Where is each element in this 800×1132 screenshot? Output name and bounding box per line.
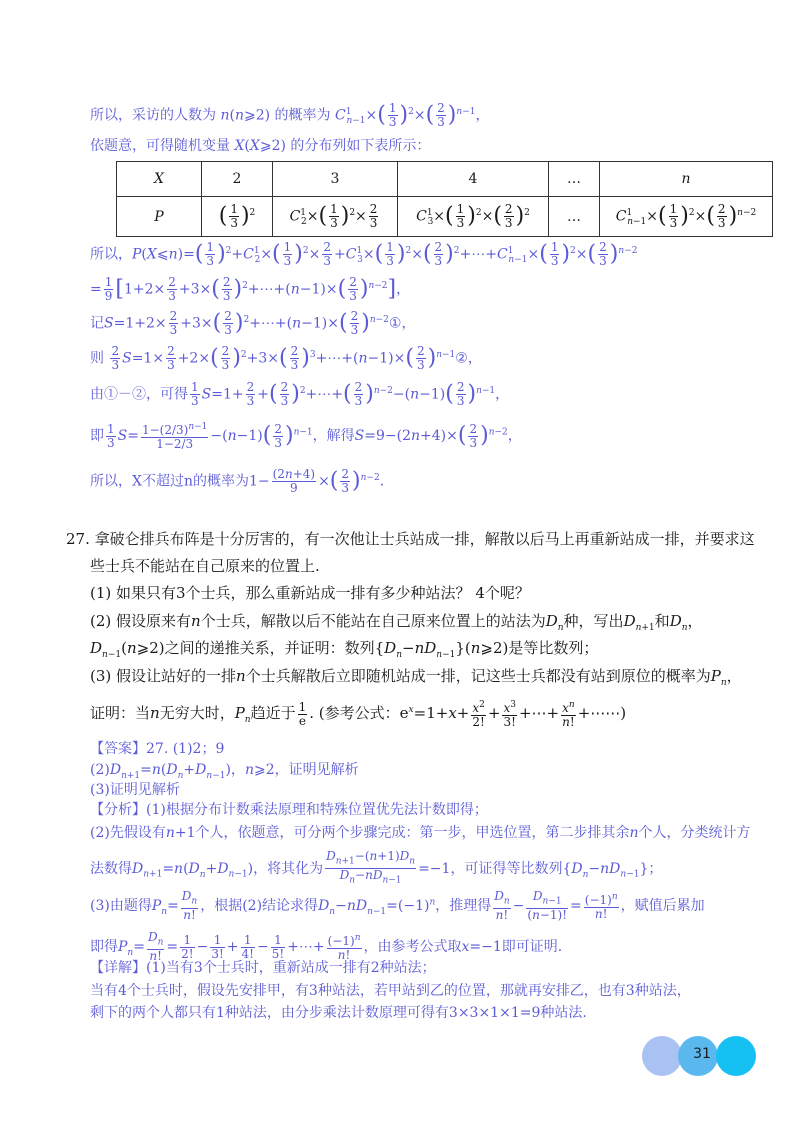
detail-line-1 (90, 958, 436, 978)
derivation-line-3: 记S=1+2× $\frac{2}{3}$ +3×( $\frac{2}{3}$ )$^2$+⋯+(n−1)×( $\frac{2}{3}$ )$^{n-2}$①， (90, 309, 416, 338)
page-number-badge (642, 1036, 762, 1076)
text: ，由参考公式取 (363, 939, 462, 956)
text: 记 (90, 315, 104, 332)
table-cell: 3 (273, 162, 398, 197)
text: ，解得 (312, 428, 355, 444)
table-row (117, 197, 773, 237)
sub-question-2: (2) 假设原来有n个士兵，解散以后不能站在自己原来位置上的站法为$D_n$种，写出$D_{n+1}$和$D_n$， (90, 612, 703, 633)
text: ，可证得等比数列 (450, 860, 563, 877)
analysis-line-3: 法数得$D_{n+1}=n(D_n+D_{n-1})$，将其化为 $\frac{D_{n+1}-(n+1)D_n}{D_n-nD_{n-1}}$ =−1，可证得等比数列$\{D_n-nD_{n-1}\}$； (90, 849, 663, 886)
text: (1)根据分布计数乘法原理和特殊位置优先法计数即得； (146, 802, 488, 818)
dist-intro-line: 依题意，可得随机变量 X(X⩾2) 的分布列如下表所示： (90, 138, 431, 154)
table-cell: $C^1_3\times$( $\frac{1}{3}$ )$^2$×( $\frac{2}{3}$ )$^2$ (398, 197, 549, 237)
text: 依题意，可得随机变量 (90, 138, 230, 154)
table-cell: P (117, 197, 202, 237)
answer-line-2: $(2)D_{n+1}=n(D_n+D_{n-1})$，n⩾2，证明见解析 (90, 762, 359, 781)
text: 即 (90, 428, 104, 444)
text: 无穷大时， (159, 704, 235, 722)
text: ，将其化为 (253, 860, 324, 877)
text: 的分布列如下表所示： (290, 138, 431, 154)
sub-question-3: (3) 假设让站好的一排n个士兵解散后立即随机站成一排，记这些士兵都没有站到原位的概率为$P_n$， (90, 667, 742, 688)
text: (3)由题得 (90, 898, 152, 915)
text: 个士兵，解散以后不能站在自己原来位置上的站法为 (200, 612, 546, 630)
text: (2) 假设原来有 (90, 612, 192, 630)
text: ，赋值后累加 (620, 898, 705, 915)
text: 即可证明. (501, 939, 563, 956)
answer-line-1 (90, 739, 224, 759)
derivation-line-7: 所以，X不超过n的概率为1− $\frac{(2n+4)}{9}$ ×( $\frac{2}{3}$ )$^{n-2}$. (90, 467, 385, 496)
distribution-table (116, 161, 773, 237)
detail-line-3 (90, 1003, 587, 1023)
text: 由①－②，可得 (90, 386, 188, 403)
analysis-tag: 【分析】 (90, 802, 146, 818)
text: 27. (1)2；9 (146, 741, 225, 757)
text: 则 (90, 350, 104, 367)
text: (1) 如果只有3个士兵，那么重新站成一排有多少种站法？ 4个呢？ (90, 584, 530, 602)
page-number: 31 (693, 1046, 711, 1062)
text: (2)先假设有 (90, 825, 166, 841)
answer-line-3 (90, 780, 180, 800)
prob-line: 所以，采访的人数为 n(n⩾2) 的概率为 $C^1_{n-1}\times$( $\frac{1}{3}$ )$^2$×( $\frac{2}{3}$ )$^{n-1}$， (90, 101, 490, 130)
table-cell: 4 (398, 162, 549, 197)
circle-decoration-left (642, 1036, 682, 1076)
table-cell: n (600, 162, 773, 197)
text: 所以，X不超过n的概率为 (90, 473, 249, 490)
derivation-line-2: = $\frac{1}{9}$ [1+2× $\frac{2}{3}$ +3×( $\frac{2}{3}$ )$^2$+⋯+(n−1)×( $\frac{2}{3}$ )$^{n-2}$]， (90, 275, 411, 304)
derivation-line-4: 则 $\frac{2}{3}$ S=1× $\frac{2}{3}$ +2×( $\frac{2}{3}$ )$^2$+3×( $\frac{2}{3}$ )$^3$+⋯+(n−1)×( $\frac{2}{3}$ )$^{n-1}$②， (90, 344, 482, 373)
text: 即得 (90, 939, 118, 956)
text: ，根据(2)结论求得 (200, 898, 319, 915)
sub-question-2-cont: $D_{n-1}(n⩾2)$之间的递推关系，并证明：数列$\{D_n-nD_{n-1}\}(n⩾2)$是等比数列； (90, 639, 599, 660)
text: 是等比数列； (508, 639, 599, 657)
text: 证明：当 (90, 704, 151, 722)
detail-line-2 (90, 981, 691, 1001)
derivation-line-5: 由①－②，可得 $\frac{1}{3}$ S=1+ $\frac{2}{3}$ +( $\frac{2}{3}$ )$^2$+⋯+( $\frac{2}{3}$ )$^{n-2}$−(n−1)( $\frac{2}{3}$ )$^{n-1}$， (90, 380, 510, 409)
text: (3) 假设让站好的一排 (90, 667, 237, 685)
table-row (117, 162, 773, 197)
sub-question-1 (90, 582, 530, 604)
table-cell: … (549, 197, 600, 237)
text: 所以， (90, 246, 132, 263)
text: (1)当有3个士兵时，重新站成一排有2种站法； (146, 960, 436, 976)
derivation-line-1: 所以，P(X⩽n)=( $\frac{1}{3}$ )$^2+C^1_2\times$( $\frac{1}{3}$ )$^2$× $\frac{2}{3}$ $+C^1_3\times$( $\frac{1}{3}$ )$^2$×( $\frac{2}{3}$ )$^2+\cdots+C^1_{n-1}\times$( $\frac{1}{3}$ )$^2$×( $\frac{2}{3}$ )$^{n-2}$ (90, 240, 638, 269)
detail-tag: 【详解】 (90, 960, 146, 976)
table-cell: 2 (202, 162, 273, 197)
text: 剩下的两个人都只有1种站法，由分步乘法计数原理可得有3×3×1×1=9种站法. (90, 1005, 587, 1021)
text: ，推理得 (435, 898, 492, 915)
text: ，证明见解析 (274, 762, 359, 778)
text: 之间的递推关系，并证明：数列 (164, 639, 375, 657)
text: 个人，依题意，可分两个步骤完成：第一步，甲选位置，第二步排其余 (195, 825, 630, 841)
text: 当有4个士兵时，假设先安排甲，有3种站法，若甲站到乙的位置，那就再安排乙，也有3种站法， (90, 983, 691, 999)
text: 个士兵解散后立即随机站成一排，记这些士兵都没有站到原位的概率为 (245, 667, 711, 685)
text: 个人，分类统计方 (638, 825, 751, 841)
question-number: 27. (66, 530, 90, 548)
text: 趋近于 (250, 704, 296, 722)
analysis-line-2: (2)先假设有n+1个人，依题意，可分两个步骤完成：第一步，甲选位置，第二步排其余n个人，分类统计方 (90, 825, 751, 841)
circle-decoration-right (716, 1036, 756, 1076)
text: (参考公式： (318, 704, 400, 722)
question-title (66, 528, 755, 550)
text: 法数得 (90, 860, 132, 877)
analysis-line-1 (90, 800, 488, 820)
table-cell: $C^1_{n-1}\times$( $\frac{1}{3}$ )$^2$×( $\frac{2}{3}$ )$^{n-2}$ (600, 197, 773, 237)
text: 和 (654, 612, 670, 630)
sub-question-3-cont: 证明：当n无穷大时，$P_n$趋近于 $\frac{1}{e}$ . (参考公式：$e^x=1+x+$ $\frac{x^2}{2!}$ + $\frac{x^3}{3!}$ +⋯+ $\frac{x^n}{n!}$ +⋯⋯) (90, 699, 627, 729)
text: 种，写出 (563, 612, 624, 630)
table-cell: … (549, 162, 600, 197)
text: 些士兵不能站在自己原来的位置上. (90, 557, 320, 575)
table-cell: $C^1_2\times$( $\frac{1}{3}$ )$^2$× $\frac{2}{3}$ (273, 197, 398, 237)
table-cell: ( $\frac{1}{3}$ )$^2$ (202, 197, 273, 237)
text: 的概率为 (274, 107, 331, 124)
text: 拿破仑排兵布阵是十分厉害的，有一次他让士兵站成一排，解散以后马上再重新站成一排，并要求这 (94, 530, 755, 548)
question-text (90, 555, 320, 577)
analysis-line-5: 即得$P_n=$ $\frac{D_n}{n!}$ = $\frac{1}{2!}$ − $\frac{1}{3!}$ + $\frac{1}{4!}$ − $\frac{1}{5!}$ +⋯+ $\frac{(-1)^n}{n!}$ ，由参考公式取x=−1即可证明. (90, 930, 563, 964)
text: (3)证明见解析 (90, 782, 180, 798)
analysis-line-4: (3)由题得$P_n=$ $\frac{D_n}{n!}$ ，根据(2)结论求得$D_n-nD_{n-1}=(-1)^n$，推理得 $\frac{D_n}{n!}$ − $\frac{D_{n-1}}{(n-1)!}$ = $\frac{(-1)^n}{n!}$ ，赋值后累加 (90, 889, 705, 923)
table-cell: X (117, 162, 202, 197)
derivation-line-6: 即 $\frac{1}{3}$ S= $\frac{1-(2/3)^{n-1}}{1-2/3}$ −(n−1)( $\frac{2}{3}$ )$^{n-1}$，解得S=9−(2n+4)×( $\frac{2}{3}$ )$^{n-2}$， (90, 421, 522, 451)
text: 所以，采访的人数为 (90, 107, 216, 124)
answer-tag: 【答案】 (90, 741, 146, 757)
